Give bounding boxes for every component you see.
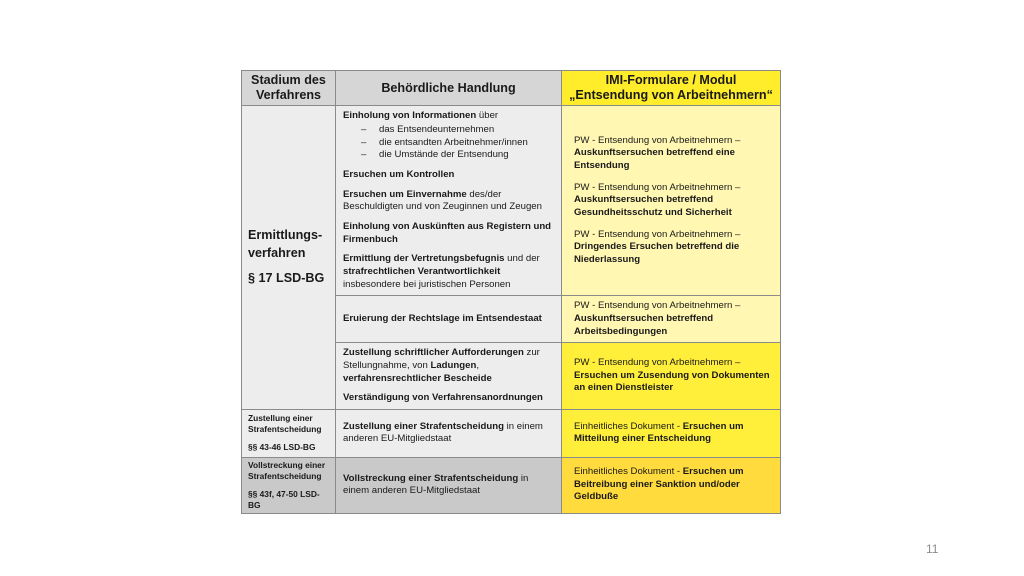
form-establishment: PW - Entsendung von Arbeitnehmern – Dringendes Ersuchen betreffend die Niederlassung xyxy=(574,228,741,266)
action-consent-request: Ersuchen um Einvernahme des/der Beschuldigten und von Zeuginnen und Zeugen xyxy=(343,188,542,213)
action-representation: Ermittlung der Vertretungsbefugnis und der strafrechtlichen Verantwortlichkeit insbesondere bei juristischen Personen xyxy=(343,253,540,290)
action-delivery: Zustellung einer Strafentscheidung in einem anderen EU-Mitgliedstaat xyxy=(336,409,562,457)
stage-investigation xyxy=(242,106,336,410)
action-procedural-orders: Verständigung von Verfahrensanordnungen xyxy=(343,392,543,404)
list-item: – das Entsendeunternehmen xyxy=(361,123,495,135)
form-document-delivery: PW - Entsendung von Arbeitnehmern – Ersuchen um Zusendung von Dokumenten an einen Dienstleister xyxy=(562,343,781,410)
table-row-delivery xyxy=(242,409,781,457)
stage-delivery-title: Zustellung einer Strafentscheidung xyxy=(248,413,322,435)
stage-enforcement-law: §§ 43f, 47-50 LSD-BG xyxy=(248,488,320,510)
stage-enforcement-title: Vollstreckung einer Strafentscheidung xyxy=(248,459,326,481)
stage-delivery-law: §§ 43-46 LSD-BG xyxy=(248,442,316,453)
action-registers: Einholung von Auskünften aus Registern und Firmenbuch xyxy=(343,220,552,245)
action-info-request xyxy=(343,110,555,162)
info-items-list xyxy=(343,124,555,162)
form-health-safety: PW - Entsendung von Arbeitnehmern – Auskunftsersuchen betreffend Gesundheitsschutz und Sicherheit xyxy=(574,181,741,219)
stage-investigation-law: § 17 LSD-BG xyxy=(248,271,325,286)
action-service: Zustellung schriftlicher Aufforderungen zur Stellungnahme, von Ladungen, verfahrensrechtlicher Bescheide Verständigung von Verfahrensanordnungen xyxy=(336,343,562,410)
forms-investigation xyxy=(562,106,781,296)
action-control-request: Ersuchen um Kontrollen xyxy=(343,168,455,180)
form-decision-notification: Einheitliches Dokument - Ersuchen um Mitteilung einer Entscheidung xyxy=(562,409,781,457)
table-row-investigation xyxy=(242,106,781,296)
form-working-conditions: PW - Entsendung von Arbeitnehmern – Auskunftsersuchen betreffend Arbeitsbedingungen xyxy=(562,296,781,343)
table-row-enforcement xyxy=(242,457,781,513)
stage-delivery xyxy=(242,409,336,457)
action-investigation xyxy=(336,106,562,296)
table-header-row xyxy=(242,71,781,106)
action-info-request-bold: Einholung von Informationen xyxy=(343,110,477,122)
header-action: Behördliche Handlung xyxy=(336,71,562,106)
form-posting-info: PW - Entsendung von Arbeitnehmern – Auskunftsersuchen betreffend eine Entsendung xyxy=(574,134,741,172)
stage-investigation-line2: verfahren xyxy=(248,245,306,260)
action-enforcement: Vollstreckung einer Strafentscheidung in einem anderen EU-Mitgliedstaat xyxy=(336,457,562,513)
action-legal-situation: Eruierung der Rechtslage im Entsendestaat xyxy=(336,296,562,343)
list-item: – die Umstände der Entsendung xyxy=(361,149,509,161)
stage-enforcement xyxy=(242,457,336,513)
form-penalty-recovery: Einheitliches Dokument - Ersuchen um Beitreibung einer Sanktion und/oder Geldbuße xyxy=(562,457,781,513)
page-number: 11 xyxy=(926,542,939,556)
procedure-forms-table xyxy=(241,70,781,514)
header-stage: Stadium des Verfahrens xyxy=(242,71,336,106)
list-item: – die entsandten Arbeitnehmer/innen xyxy=(361,136,528,148)
action-info-request-rest: über xyxy=(476,110,499,122)
stage-investigation-line1: Ermittlungs- xyxy=(248,228,323,243)
header-forms: IMI-Formulare / Modul „Entsendung von Arbeitnehmern“ xyxy=(562,71,781,106)
